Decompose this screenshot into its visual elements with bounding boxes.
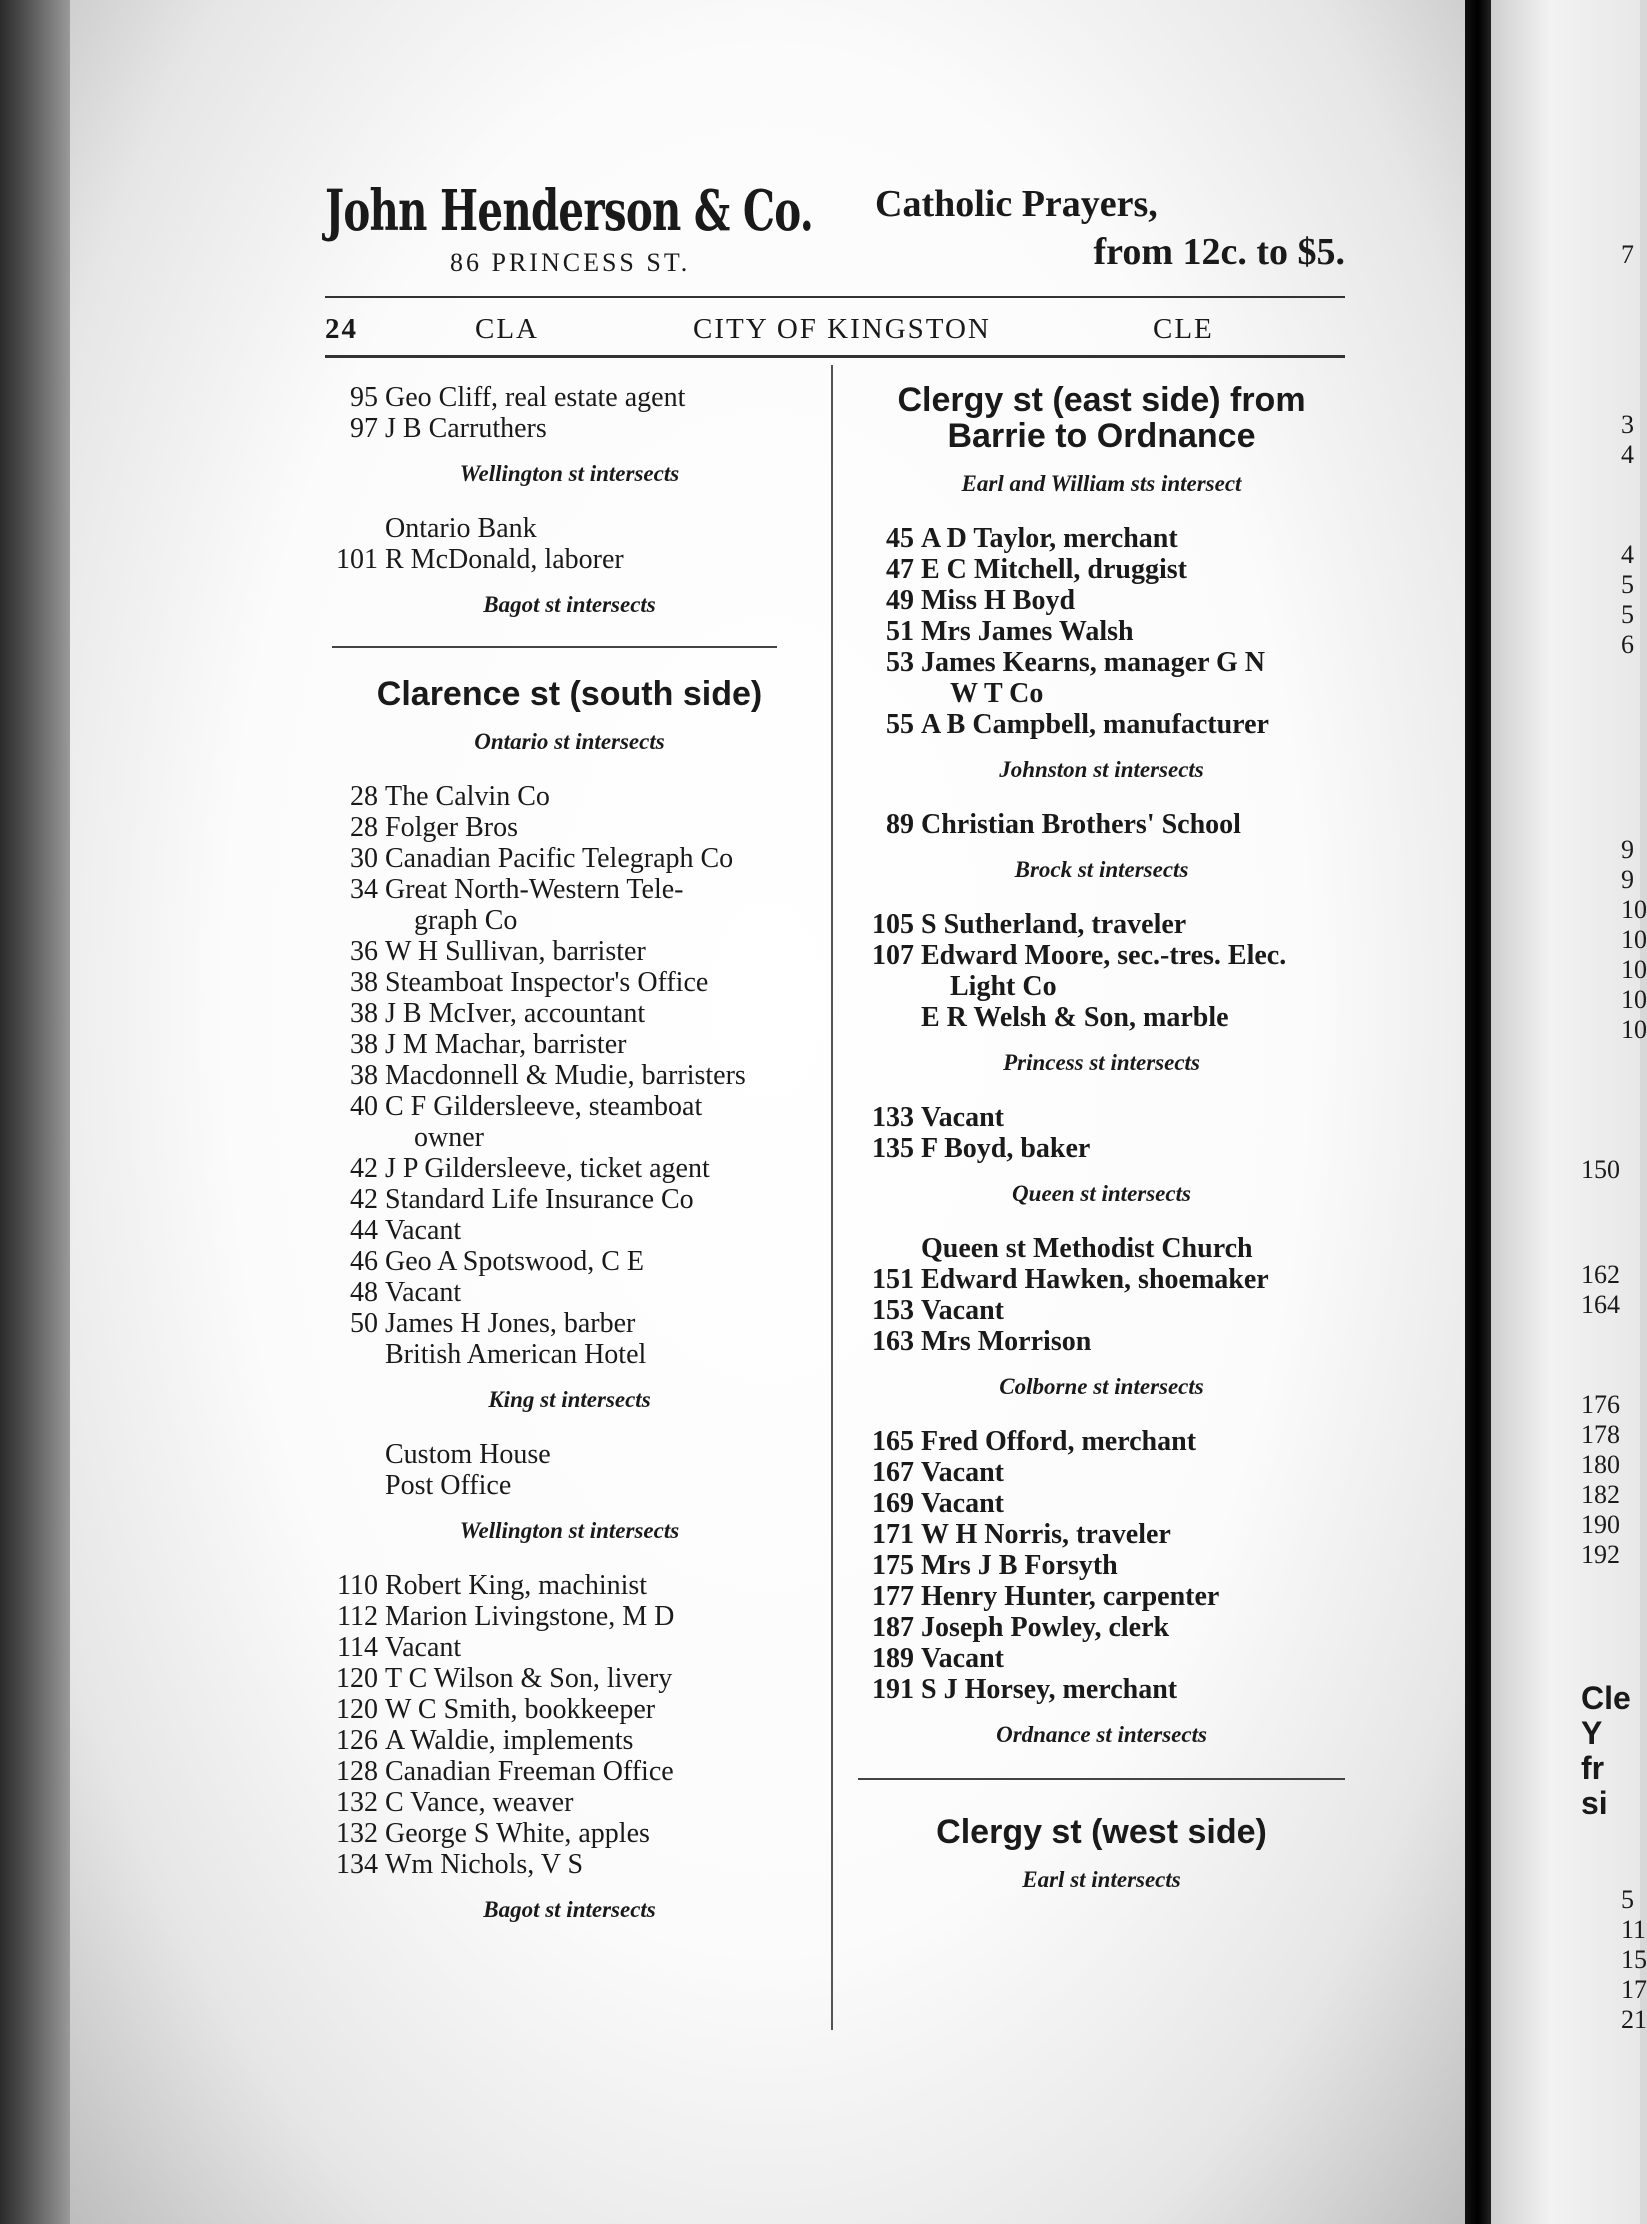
occupant-name: J M Machar, barrister <box>385 1029 627 1060</box>
directory-entry <box>322 1277 817 1308</box>
section-divider <box>858 1778 1345 1780</box>
occupant-name: British American Hotel <box>385 1339 647 1370</box>
street-number: 53 <box>886 647 914 678</box>
next-page-fragment: 178 <box>1581 1420 1620 1449</box>
street-number: 28 <box>350 781 378 812</box>
street-number: 44 <box>350 1215 378 1246</box>
next-page-fragment: 17 <box>1621 1975 1647 2004</box>
next-page-fragment: si <box>1581 1785 1608 1821</box>
occupant-name: W H Norris, traveler <box>921 1519 1171 1550</box>
occupant-name: E R Welsh & Son, marble <box>921 1002 1229 1033</box>
ad-prayers <box>875 182 1345 274</box>
next-page-fragment: 11 <box>1621 1915 1647 1944</box>
occupant-name: Vacant <box>921 1488 1004 1519</box>
next-page-fragment: 180 <box>1581 1450 1620 1479</box>
street-number: 187 <box>872 1612 914 1643</box>
occupant-name: Post Office <box>385 1470 512 1501</box>
street-number: 120 <box>336 1663 378 1694</box>
next-page-fragment: 21 <box>1621 2005 1647 2034</box>
occupant-name: J P Gildersleeve, ticket agent <box>385 1153 710 1184</box>
occupant-name: E C Mitchell, druggist <box>921 554 1187 585</box>
right-column <box>858 382 1345 1919</box>
occupant-name: S Sutherland, traveler <box>921 909 1187 940</box>
ad-company-address: 86 PRINCESS ST. <box>450 248 691 277</box>
ad-company-name: John Henderson & Co. <box>325 178 814 244</box>
occupant-name: Geo A Spotswood, C E <box>385 1246 645 1277</box>
street-intersect-note: Bagot st intersects <box>483 1897 656 1922</box>
street-number: 110 <box>337 1570 378 1601</box>
street-number: 132 <box>336 1787 378 1818</box>
directory-entry <box>322 1725 817 1756</box>
next-page-fragment: 10 <box>1621 895 1647 924</box>
directory-entry <box>322 936 817 967</box>
directory-entry <box>322 1153 817 1184</box>
occupant-name: Vacant <box>921 1295 1004 1326</box>
occupant-name: J B Carruthers <box>385 413 547 444</box>
occupant-name-continued: owner <box>414 1122 484 1153</box>
occupant-name: C F Gildersleeve, steamboat <box>385 1091 703 1122</box>
occupant-name: Mrs J B Forsyth <box>921 1550 1118 1581</box>
street-number: 133 <box>872 1102 914 1133</box>
directory-entry <box>322 967 817 998</box>
directory-entry <box>322 1184 817 1215</box>
street-intersect-note: King st intersects <box>488 1387 651 1412</box>
next-page-fragment: 192 <box>1581 1540 1620 1569</box>
directory-entry <box>322 1339 817 1370</box>
page-number: 24 <box>325 313 358 345</box>
occupant-name: C Vance, weaver <box>385 1787 574 1818</box>
running-head <box>325 313 1345 349</box>
street-number: 165 <box>872 1426 914 1457</box>
next-page-fragment: 182 <box>1581 1480 1620 1509</box>
street-number: 49 <box>886 585 914 616</box>
directory-entry <box>322 843 817 874</box>
street-number: 175 <box>872 1550 914 1581</box>
directory-entry <box>322 1632 817 1663</box>
street-number: 151 <box>872 1264 914 1295</box>
occupant-name: James H Jones, barber <box>385 1308 636 1339</box>
street-number: 189 <box>872 1643 914 1674</box>
street-number: 42 <box>350 1184 378 1215</box>
street-number: 163 <box>872 1326 914 1357</box>
directory-entry <box>858 523 1345 554</box>
ad-prayers-line1: Catholic Prayers, <box>875 183 1158 225</box>
street-number: 38 <box>350 1029 378 1060</box>
directory-entry <box>322 544 817 575</box>
directory-entry <box>322 1570 817 1601</box>
directory-entry <box>858 1326 1345 1357</box>
street-number: 28 <box>350 812 378 843</box>
next-page-fragment: Y <box>1581 1715 1603 1751</box>
column-divider <box>831 365 833 2030</box>
occupant-name: George S White, apples <box>385 1818 650 1849</box>
occupant-name: Ontario Bank <box>385 513 537 544</box>
next-page-fragment: 3 <box>1621 410 1634 439</box>
street-intersect-note: Johnston st intersects <box>999 757 1204 782</box>
occupant-name: W C Smith, bookkeeper <box>385 1694 656 1725</box>
occupant-name: Geo Cliff, real estate agent <box>385 382 686 413</box>
street-number: 112 <box>337 1601 378 1632</box>
occupant-name: R McDonald, laborer <box>385 544 624 575</box>
street-number: 55 <box>886 709 914 740</box>
next-page-edge <box>1491 0 1647 2224</box>
directory-entry <box>322 1787 817 1818</box>
street-number: 105 <box>872 909 914 940</box>
directory-entry <box>858 1457 1345 1488</box>
occupant-name: Fred Offord, merchant <box>921 1426 1197 1457</box>
street-intersect-note: Earl st intersects <box>1022 1867 1181 1892</box>
directory-entry <box>322 874 817 905</box>
directory-entry <box>858 647 1345 678</box>
header-right-word: CLE <box>1153 313 1214 345</box>
street-intersect-note: Colborne st intersects <box>999 1374 1204 1399</box>
next-page-fragment: 10 <box>1621 925 1647 954</box>
directory-entry <box>322 998 817 1029</box>
occupant-name: Edward Moore, sec.-tres. Elec. <box>921 940 1287 971</box>
directory-entry <box>858 709 1345 740</box>
directory-entry <box>858 909 1345 940</box>
directory-entry <box>322 1246 817 1277</box>
directory-entry <box>322 1091 817 1122</box>
occupant-name: Christian Brothers' School <box>921 809 1241 840</box>
directory-entry <box>322 1060 817 1091</box>
directory-entry <box>858 940 1345 971</box>
street-intersect-note: Wellington st intersects <box>459 1518 680 1543</box>
street-number: 101 <box>336 544 378 575</box>
directory-entry <box>858 1519 1345 1550</box>
occupant-name: Vacant <box>921 1643 1004 1674</box>
street-number: 34 <box>350 874 378 905</box>
directory-entry <box>322 382 817 413</box>
occupant-name: Great North-Western Tele- <box>385 874 684 905</box>
directory-entry <box>858 1612 1345 1643</box>
section-heading-clergy-west: Clergy st (west side) <box>936 1813 1267 1851</box>
occupant-name: Edward Hawken, shoemaker <box>921 1264 1269 1295</box>
occupant-name: Wm Nichols, V S <box>385 1849 584 1880</box>
street-number: 36 <box>350 936 378 967</box>
next-page-fragment: 9 <box>1621 835 1634 864</box>
next-page-fragment: 164 <box>1581 1290 1620 1319</box>
street-number: 120 <box>336 1694 378 1725</box>
street-number: 48 <box>350 1277 378 1308</box>
street-intersect-note: Earl and William sts intersect <box>961 471 1242 496</box>
street-intersect-note: Ontario st intersects <box>474 729 665 754</box>
occupant-name: T C Wilson & Son, livery <box>385 1663 673 1694</box>
street-number: 153 <box>872 1295 914 1326</box>
occupant-name: Marion Livingstone, M D <box>385 1601 675 1632</box>
section-heading-clergy-east-line1: Clergy st (east side) from <box>897 381 1306 419</box>
street-number: 50 <box>350 1308 378 1339</box>
next-page-fragment: 162 <box>1581 1260 1620 1289</box>
directory-entry <box>858 1550 1345 1581</box>
occupant-name: Vacant <box>385 1632 462 1663</box>
directory-entry <box>858 554 1345 585</box>
street-number: 42 <box>350 1153 378 1184</box>
street-number: 126 <box>336 1725 378 1756</box>
occupant-name: Henry Hunter, carpenter <box>921 1581 1220 1612</box>
directory-entry <box>858 1643 1345 1674</box>
next-page-fragment: 4 <box>1621 440 1634 469</box>
directory-entry <box>858 1295 1345 1326</box>
directory-entry <box>322 1601 817 1632</box>
street-number: 167 <box>872 1457 914 1488</box>
directory-entry <box>858 1002 1345 1033</box>
street-number: 191 <box>872 1674 914 1705</box>
occupant-name: Joseph Powley, clerk <box>921 1612 1170 1643</box>
street-number: 134 <box>336 1849 378 1880</box>
directory-entry <box>322 1663 817 1694</box>
street-intersect-note: Bagot st intersects <box>483 592 656 617</box>
street-number: 177 <box>872 1581 914 1612</box>
directory-entry <box>858 1233 1345 1264</box>
occupant-name: James Kearns, manager G N <box>921 647 1265 678</box>
occupant-name: W H Sullivan, barrister <box>385 936 646 967</box>
next-page-fragment: 10 <box>1621 985 1647 1014</box>
directory-entry <box>322 1308 817 1339</box>
next-page-fragment: Cle <box>1581 1680 1631 1716</box>
occupant-name: Miss H Boyd <box>921 585 1076 616</box>
occupant-name: Vacant <box>921 1102 1004 1133</box>
occupant-name: A B Campbell, manufacturer <box>921 709 1269 740</box>
occupant-name: Mrs James Walsh <box>921 616 1134 647</box>
directory-entry <box>858 1426 1345 1457</box>
directory-entry <box>322 1470 817 1501</box>
next-page-fragment: 4 <box>1621 540 1634 569</box>
directory-entry <box>322 413 817 444</box>
street-number: 38 <box>350 1060 378 1091</box>
ad-prayers-line2: from 12c. to $5. <box>1093 231 1345 273</box>
occupant-name: F Boyd, baker <box>921 1133 1091 1164</box>
book-gutter <box>1465 0 1491 2224</box>
directory-entry <box>322 1215 817 1246</box>
section-heading-clarence: Clarence st (south side) <box>376 675 763 713</box>
directory-entry <box>858 1264 1345 1295</box>
occupant-name: Robert King, machinist <box>385 1570 648 1601</box>
directory-entry <box>322 812 817 843</box>
directory-entry <box>858 1133 1345 1164</box>
ad-bottom-rule <box>325 296 1345 298</box>
directory-entry <box>858 616 1345 647</box>
occupant-name-continued: Light Co <box>950 971 1057 1002</box>
page-title: CITY OF KINGSTON <box>693 313 991 345</box>
occupant-name: S J Horsey, merchant <box>921 1674 1178 1705</box>
street-number: 128 <box>336 1756 378 1787</box>
street-number: 135 <box>872 1133 914 1164</box>
street-number: 38 <box>350 998 378 1029</box>
street-intersect-note: Princess st intersects <box>1003 1050 1200 1075</box>
next-page-fragment: 5 <box>1621 1885 1634 1914</box>
next-page-fragment: 5 <box>1621 570 1634 599</box>
street-number: 46 <box>350 1246 378 1277</box>
directory-entry <box>858 1674 1345 1705</box>
occupant-name: Vacant <box>385 1277 462 1308</box>
street-intersect-note: Ordnance st intersects <box>996 1722 1207 1747</box>
occupant-name-continued: graph Co <box>414 905 518 936</box>
street-number: 107 <box>872 940 914 971</box>
section-divider <box>332 646 777 648</box>
occupant-name-continued: W T Co <box>950 678 1044 709</box>
occupant-name: Folger Bros <box>385 812 518 843</box>
occupant-name: Mrs Morrison <box>921 1326 1092 1357</box>
street-number: 114 <box>337 1632 378 1663</box>
occupant-name: Vacant <box>921 1457 1004 1488</box>
next-page-fragment: 176 <box>1581 1390 1620 1419</box>
book-spine <box>0 0 70 2224</box>
header-rule <box>325 355 1345 358</box>
next-page-fragment: 10 <box>1621 955 1647 984</box>
street-number: 45 <box>886 523 914 554</box>
street-number: 47 <box>886 554 914 585</box>
next-page-fragment: 6 <box>1621 630 1634 659</box>
next-page-fragment: 190 <box>1581 1510 1620 1539</box>
occupant-name: Macdonnell & Mudie, barristers <box>385 1060 746 1091</box>
street-number: 38 <box>350 967 378 998</box>
street-number: 89 <box>886 809 914 840</box>
occupant-name: Canadian Pacific Telegraph Co <box>385 843 734 874</box>
next-page-fragment: 5 <box>1621 600 1634 629</box>
directory-entry <box>858 1102 1345 1133</box>
occupant-name: Canadian Freeman Office <box>385 1756 674 1787</box>
left-column <box>322 382 817 1949</box>
directory-entry <box>322 1849 817 1880</box>
street-intersect-note: Queen st intersects <box>1012 1181 1191 1206</box>
street-number: 171 <box>872 1519 914 1550</box>
directory-entry <box>858 809 1345 840</box>
next-page-fragment: fr <box>1581 1750 1605 1786</box>
occupant-name: Standard Life Insurance Co <box>385 1184 694 1215</box>
directory-entry <box>322 1756 817 1787</box>
header-left-word: CLA <box>475 313 539 345</box>
street-number: 169 <box>872 1488 914 1519</box>
section-heading-clergy-east-line2: Barrie to Ordnance <box>947 417 1256 455</box>
next-page-fragment: 9 <box>1621 865 1634 894</box>
occupant-name: Queen st Methodist Church <box>921 1233 1253 1264</box>
next-page-fragment: 150 <box>1581 1155 1620 1184</box>
directory-entry <box>322 1439 817 1470</box>
occupant-name: Vacant <box>385 1215 462 1246</box>
street-number: 40 <box>350 1091 378 1122</box>
street-number: 30 <box>350 843 378 874</box>
occupant-name: J B McIver, accountant <box>385 998 646 1029</box>
occupant-name: A D Taylor, merchant <box>921 523 1178 554</box>
street-number: 97 <box>350 413 378 444</box>
directory-entry <box>858 1488 1345 1519</box>
street-intersect-note: Wellington st intersects <box>459 461 680 486</box>
occupant-name: The Calvin Co <box>385 781 550 812</box>
next-page-fragment: 10 <box>1621 1015 1647 1044</box>
street-number: 51 <box>886 616 914 647</box>
directory-entry <box>322 1029 817 1060</box>
street-number: 95 <box>350 382 378 413</box>
next-page-fragment: 7 <box>1621 240 1634 269</box>
next-page-fragment: 15 <box>1621 1945 1647 1974</box>
directory-entry <box>322 1818 817 1849</box>
directory-entry <box>322 1694 817 1725</box>
occupant-name: Steamboat Inspector's Office <box>385 967 709 998</box>
directory-entry <box>858 585 1345 616</box>
street-number: 132 <box>336 1818 378 1849</box>
directory-entry <box>322 781 817 812</box>
occupant-name: A Waldie, implements <box>385 1725 634 1756</box>
street-intersect-note: Brock st intersects <box>1014 857 1189 882</box>
directory-entry <box>858 1581 1345 1612</box>
occupant-name: Custom House <box>385 1439 551 1470</box>
directory-entry <box>322 513 817 544</box>
